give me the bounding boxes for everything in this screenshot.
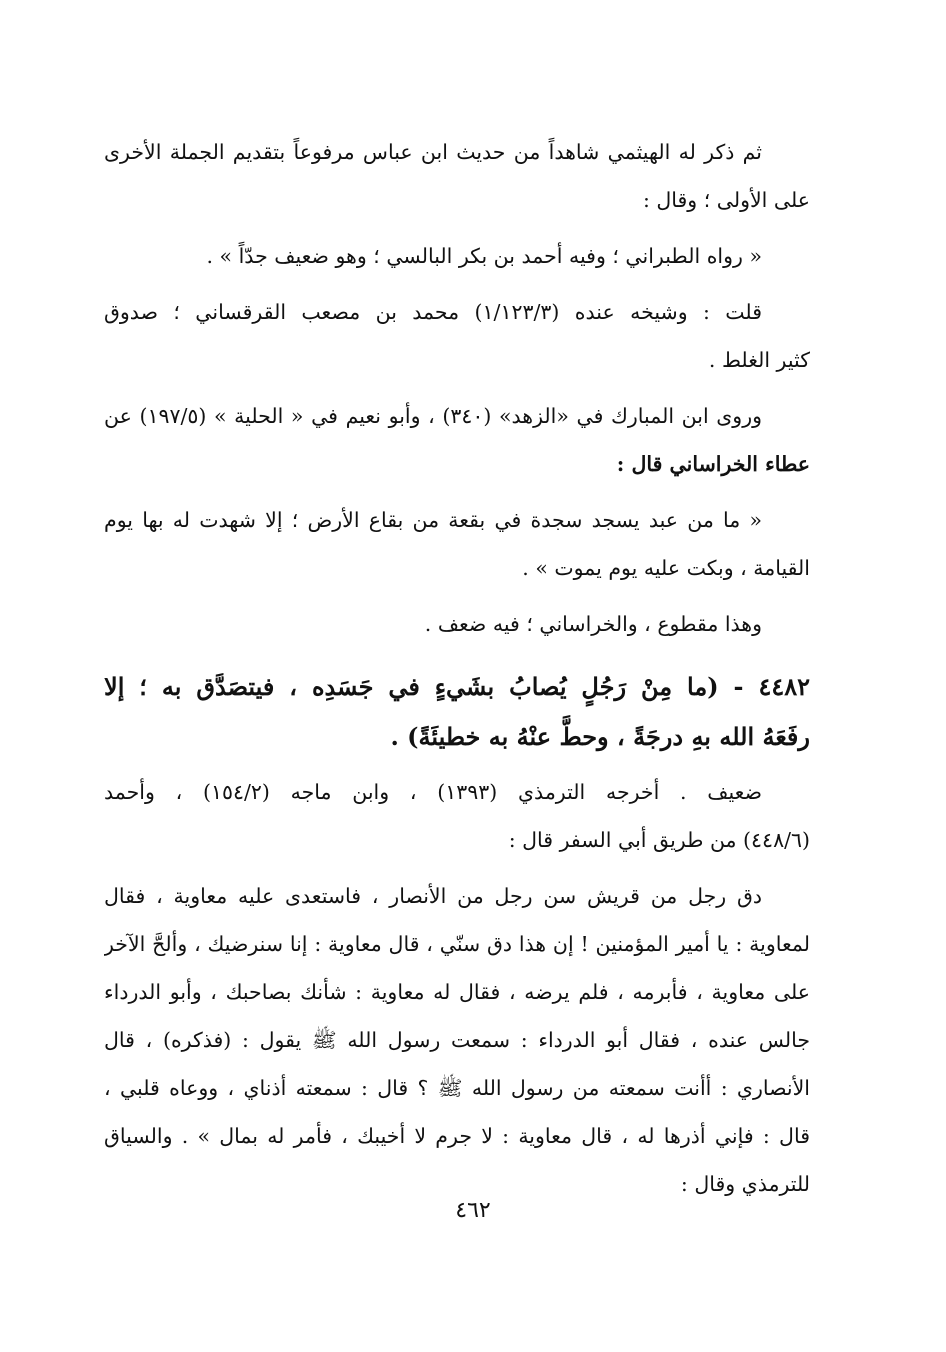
page-number: ٤٦٢ — [455, 1198, 491, 1223]
text-line: (٤٤٨/٦) من طريق أبي السفر قال : — [508, 828, 810, 852]
text-line: القيامة ، وبكت عليه يوم يموت » . — [522, 556, 810, 580]
text-line: على معاوية ، فأبرمه ، فلم يرضه ، فقال له معاوية : شأنك بصاحبك ، وأبو الدرداء — [104, 980, 810, 1004]
paragraph-sheikh — [104, 288, 810, 384]
text-line: وهذا مقطوع ، والخراساني ؛ فيه ضعف . — [424, 612, 762, 636]
text-line: « ما من عبد يسجد سجدة في بقعة من بقاع الأرض ؛ إلا شهدت له بها يوم — [104, 508, 762, 532]
text-line: دق رجل من قريش سن رجل من الأنصار ، فاستعدى عليه معاوية ، فقال — [104, 884, 762, 908]
text-line: لمعاوية : يا أمير المؤمنين ! إن هذا دق سنّي ، قال معاوية : إنا سنرضيك ، وألحَّ الآخر — [104, 932, 810, 956]
text-line: ضعيف . أخرجه الترمذي (١٣٩٣) ، وابن ماجه (١٥٤/٢) ، وأحمد — [104, 780, 762, 804]
text-line: « رواه الطبراني ؛ وفيه أحمد بن بكر البالسي ؛ وهو ضعيف جدّاً » . — [206, 244, 762, 268]
paragraph-sajda-quote — [104, 496, 810, 592]
text-line: قال : فإني أذرها له ، قال معاوية : لا جرم لا أخيبك ، فأمر له بمال » . والسياق — [104, 1124, 810, 1148]
paragraph-maqtu — [104, 600, 810, 648]
paragraph-haythami — [104, 128, 810, 224]
paragraph-tabarani-quote — [104, 232, 810, 280]
paragraph-story — [104, 872, 810, 1208]
text-line: للترمذي وقال : — [680, 1172, 810, 1196]
hadith-line: رفَعَهُ الله بهِ درجَةً ، وحطَّ عنْهُ به خطيئَةً) . — [390, 722, 810, 751]
hadith-text — [104, 662, 810, 762]
text-line: الأنصاري : أأنت سمعته من رسول الله ﷺ ؟ قال : سمعته أذناي ، ووعاه قلبي ، — [104, 1076, 810, 1100]
text-line: عطاء الخراساني قال : — [616, 452, 810, 476]
text-line: جالس عنده ، فقال أبو الدرداء : سمعت رسول الله ﷺ يقول : (فذكره) ، قال — [104, 1028, 810, 1052]
text-line: وروى ابن المبارك في «الزهد» (٣٤٠) ، وأبو نعيم في « الحلية » (١٩٧/٥) عن — [104, 404, 762, 428]
hadith-line: ٤٤٨٢ - (ما مِنْ رَجُلٍ يُصابُ بشَيءٍ في جَسَدِه ، فيتصَدَّق به ؛ إلا — [104, 672, 810, 701]
text-line: على الأولى ؛ وقال : — [642, 188, 810, 212]
paragraph-ibn-mubarak — [104, 392, 810, 488]
text-line: قلت : وشيخه عنده (١/١٢٣/٣) محمد بن مصعب القرقساني ؛ صدوق — [104, 300, 763, 324]
paragraph-takhrij — [104, 768, 810, 864]
page-body — [104, 128, 810, 1216]
text-line: كثير الغلط . — [708, 348, 810, 372]
text-line: ثم ذكر له الهيثمي شاهداً من حديث ابن عباس مرفوعاً بتقديم الجملة الأخرى — [104, 140, 762, 164]
